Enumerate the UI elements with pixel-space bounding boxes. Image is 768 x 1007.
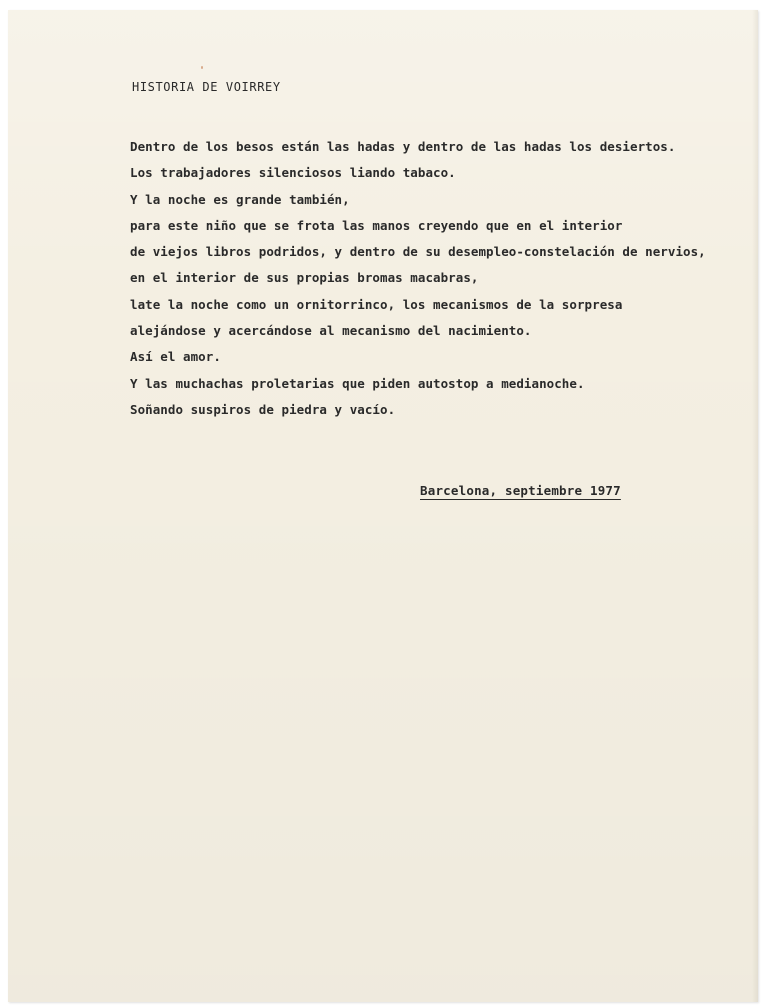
paper-edge-shadow xyxy=(752,10,758,1002)
poem-line: para este niño que se frota las manos creyendo que en el interior xyxy=(130,217,623,233)
poem-line: alejándose y acercándose al mecanismo del nacimiento. xyxy=(130,323,532,339)
poem-line: Los trabajadores silenciosos liando tabaco. xyxy=(130,165,456,181)
poem-line: Y la noche es grande también, xyxy=(130,191,350,207)
poem-line: Y las muchachas proletarias que piden autostop a medianoche. xyxy=(130,375,585,391)
paper-sheet xyxy=(8,10,758,1002)
poem-body xyxy=(130,134,706,423)
poem-line: en el interior de sus propias bromas macabras, xyxy=(130,270,479,286)
poem-line: de viejos libros podridos, y dentro de su desempleo-constelación de nervios, xyxy=(130,244,706,260)
document-title: HISTORIA DE VOIRREY xyxy=(132,80,281,94)
poem-line: Soñando suspiros de piedra y vacío. xyxy=(130,401,396,417)
paper-speck xyxy=(201,66,203,69)
poem-line: late la noche como un ornitorrinco, los mecanismos de la sorpresa xyxy=(130,296,623,312)
poem-line: Dentro de los besos están las hadas y dentro de las hadas los desiertos. xyxy=(130,139,676,154)
poem-line: Así el amor. xyxy=(130,349,221,365)
place-date-signature: Barcelona, septiembre 1977 xyxy=(420,483,621,498)
